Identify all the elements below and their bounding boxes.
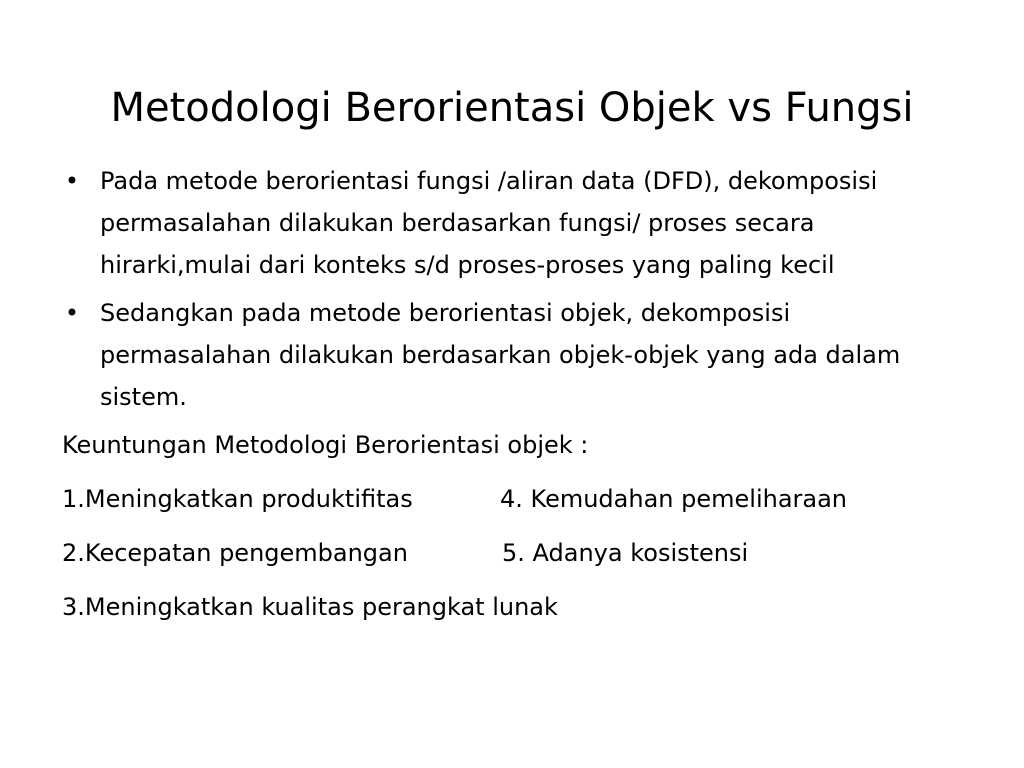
bullet-item xyxy=(62,292,962,418)
advantage-item: 4. Kemudahan pemeliharaan xyxy=(500,485,848,513)
bullet-list xyxy=(62,160,962,418)
advantages-heading: Keuntungan Metodologi Berorientasi objek : xyxy=(62,431,589,459)
bullet-item xyxy=(62,160,962,286)
advantages-row xyxy=(62,478,962,520)
advantage-item: 3.Meningkatkan kualitas perangkat lunak xyxy=(62,593,558,621)
slide-content xyxy=(62,160,962,640)
slide-title: Metodologi Berorientasi Objek vs Fungsi xyxy=(110,85,914,131)
advantage-item: 5. Adanya kosistensi xyxy=(502,539,749,567)
bullet-text: Sedangkan pada metode berorientasi objek, dekomposisi permasalahan dilakukan berdasarkan objek-objek yang ada dalam sistem. xyxy=(100,299,901,411)
advantages-row xyxy=(62,586,962,628)
bullet-text: Pada metode berorientasi fungsi /aliran data (DFD), dekomposisi permasalahan dilakukan berdasarkan fungsi/ proses secara hirarki,mulai dari konteks s/d proses-proses yang paling kecil xyxy=(100,167,878,279)
advantage-item: 1.Meningkatkan produktifitas xyxy=(62,485,413,513)
advantage-item: 2.Kecepatan pengembangan xyxy=(62,539,408,567)
bullet-icon: • xyxy=(64,299,80,327)
bullet-icon: • xyxy=(64,167,80,195)
advantages-row xyxy=(62,532,962,574)
